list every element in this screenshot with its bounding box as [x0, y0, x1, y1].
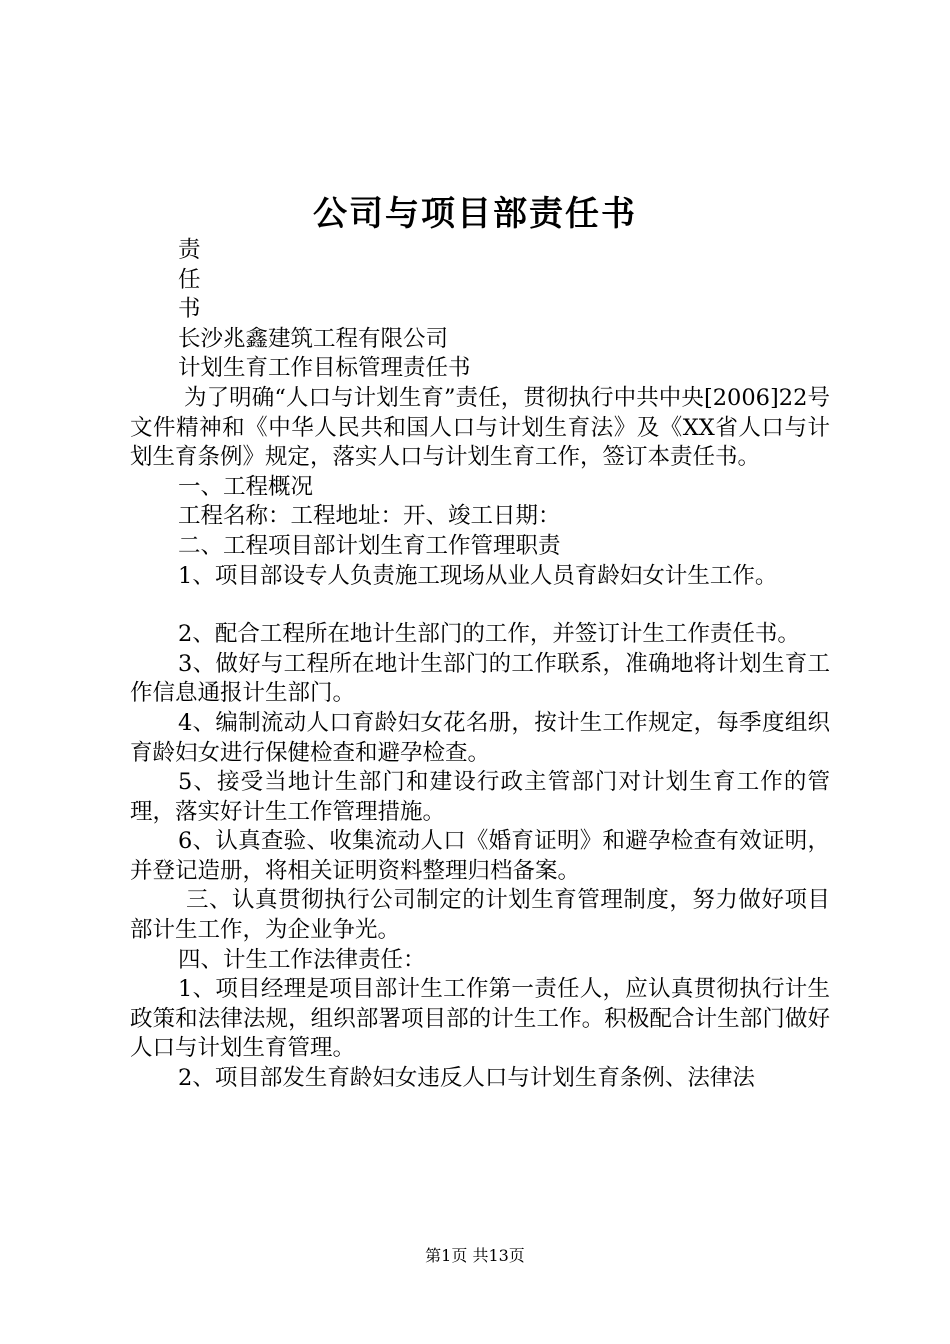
liability-item-2: 2、项目部发生育龄妇女违反人口与计划生育条例、法律法: [178, 1065, 755, 1092]
document-title: 公司与项目部责任书: [313, 194, 637, 234]
duty-item-3: 3、做好与工程所在地计生部门的工作联系，准确地将计划生育工作信息通报计生部门。: [130, 650, 830, 707]
section-heading-2: 二、工程项目部计划生育工作管理职责: [178, 532, 561, 559]
document-subtitle: 计划生育工作目标管理责任书: [178, 355, 471, 382]
duty-item-4: 4、编制流动人口育龄妇女花名册，按计生工作规定，每季度组织育龄妇女进行保健检查和避孕检查。: [130, 709, 830, 766]
intro-paragraph: 为了明确“人口与计划生育”责任，贯彻执行中共中央[2006]22号文件精神和《中华人民共和国人口与计划生育法》及《XX省人口与计划生育条例》规定，落实人口与计划生育工作，签订本责任书。: [130, 384, 830, 471]
heading-char-2: 任: [178, 266, 201, 293]
document-body: [130, 236, 830, 1094]
duty-item-6: 6、认真查验、收集流动人口《婚育证明》和避孕检查有效证明，并登记造册，将相关证明资料整理归档备案。: [130, 828, 830, 884]
section-heading-3: 三、认真贯彻执行公司制定的计划生育管理制度，努力做好项目部计生工作，为企业争光。: [130, 887, 830, 944]
section-heading-1: 一、工程概况: [178, 473, 314, 500]
duty-item-1: 1、项目部设专人负责施工现场从业人员育龄妇女计生工作。: [178, 562, 778, 589]
heading-char-3: 书: [178, 296, 201, 323]
heading-char-1: 责: [178, 237, 201, 263]
liability-item-1: 1、项目经理是项目部计生工作第一责任人，应认真贯彻执行计生政策和法律法规，组织部署项目部的计生工作。积极配合计生部门做好人口与计划生育管理。: [130, 976, 830, 1062]
page-footer: 第1页 共13页: [425, 1246, 525, 1265]
duty-item-5: 5、接受当地计生部门和建设行政主管部门对计划生育工作的管理，落实好计生工作管理措施。: [130, 769, 830, 825]
section-heading-4: 四、计生工作法律责任：: [178, 946, 426, 973]
company-name: 长沙兆鑫建筑工程有限公司: [178, 325, 449, 352]
duty-item-2: 2、配合工程所在地计生部门的工作，并签订计生工作责任书。: [178, 621, 800, 648]
project-info-line: 工程名称：工程地址：开、竣工日期：: [178, 503, 561, 530]
